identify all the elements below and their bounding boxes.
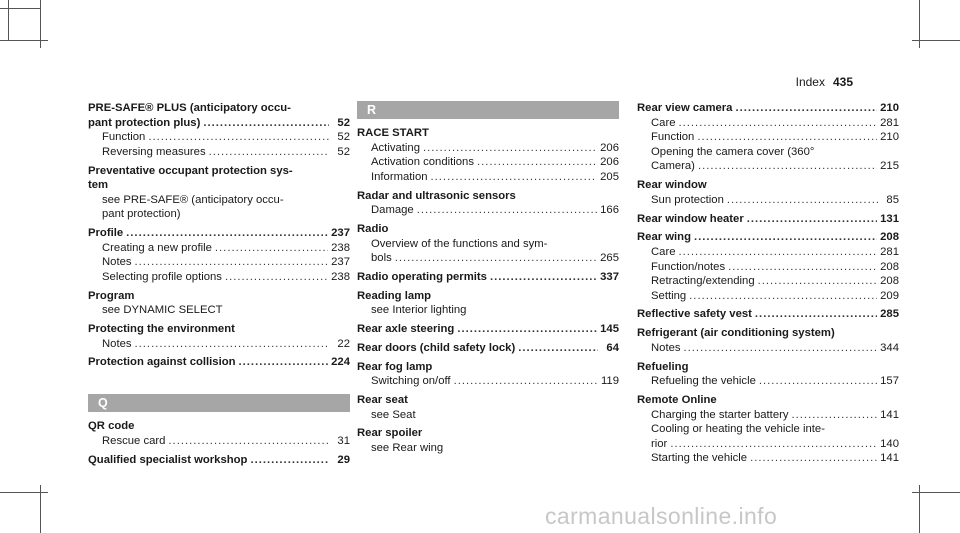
page-reference[interactable]: 157: [880, 375, 899, 388]
index-heading: [637, 393, 899, 408]
entry-text: Charging the starter battery: [651, 408, 789, 421]
page-reference[interactable]: 145: [600, 323, 619, 336]
page-reference[interactable]: 52: [337, 145, 350, 158]
page-reference[interactable]: 141: [880, 408, 899, 421]
entry-text: Rear fog lamp: [357, 360, 433, 373]
entry-text: Reversing measures: [102, 145, 206, 158]
leader-dots: [727, 193, 878, 208]
index-entry: [88, 226, 350, 284]
page-reference[interactable]: 281: [880, 116, 899, 129]
leader-dots: [684, 341, 878, 356]
index-heading: [88, 178, 350, 193]
leader-dots: [239, 355, 329, 370]
index-subentry: [357, 303, 619, 318]
index-subentry[interactable]: [88, 130, 350, 145]
entry-text: Opening the camera cover (360°: [651, 145, 815, 158]
page-reference[interactable]: 206: [600, 156, 619, 169]
index-heading: [637, 360, 899, 375]
leader-dots: [750, 451, 877, 466]
index-entry: [637, 307, 899, 322]
index-entry: [88, 419, 350, 448]
page-reference[interactable]: 64: [606, 341, 619, 354]
entry-text: Qualified specialist workshop: [88, 453, 248, 466]
index-heading[interactable]: [357, 322, 619, 337]
leader-dots: [670, 437, 877, 452]
index-heading[interactable]: [637, 212, 899, 227]
entry-text: Preventative occupant protection sys-: [88, 164, 293, 177]
leader-dots: [490, 270, 597, 285]
entry-text: RACE START: [357, 127, 429, 139]
leader-dots: [203, 116, 329, 131]
entry-text: Retracting/extending: [651, 275, 755, 288]
index-subentry[interactable]: [357, 203, 619, 218]
leader-dots: [792, 408, 878, 423]
leader-dots: [423, 141, 597, 156]
index-subentry[interactable]: [357, 251, 619, 266]
leader-dots: [679, 116, 878, 131]
page-reference[interactable]: 281: [880, 245, 899, 258]
entry-text: Care: [651, 245, 676, 258]
index-entry: [637, 360, 899, 389]
page-reference[interactable]: 210: [880, 131, 899, 144]
leader-dots: [395, 251, 597, 266]
page-reference[interactable]: 209: [880, 289, 899, 302]
leader-dots: [126, 226, 328, 241]
page-reference[interactable]: 238: [331, 241, 350, 254]
entry-text: Rear doors (child safety lock): [357, 341, 516, 354]
leader-dots: [698, 159, 877, 174]
index-entry: [357, 322, 619, 337]
index-subentry: [88, 193, 350, 208]
index-heading: [88, 419, 350, 434]
page-reference[interactable]: 140: [880, 437, 899, 450]
page-reference[interactable]: 52: [337, 131, 350, 144]
entry-text: Refrigerant (air conditioning system): [637, 327, 835, 340]
entry-text: see Rear wing: [371, 441, 444, 454]
section-title: Index: [795, 75, 825, 89]
index-heading: [88, 101, 350, 116]
index-heading: [637, 326, 899, 341]
entry-text: Refueling: [637, 360, 689, 373]
entry-text: Notes: [651, 341, 681, 354]
index-subentry: [637, 145, 899, 160]
letter-heading: Q: [88, 394, 350, 412]
entry-text: PRE-SAFE® PLUS (anticipatory occu-: [88, 102, 291, 114]
page-reference[interactable]: 285: [880, 308, 899, 321]
index-subentry[interactable]: [357, 141, 619, 156]
entry-text: Protecting the environment: [88, 323, 235, 336]
leader-dots: [417, 203, 597, 218]
index-heading: [357, 289, 619, 304]
entry-text: Protection against collision: [88, 356, 236, 369]
page-reference[interactable]: 22: [337, 337, 350, 350]
index-heading: [88, 322, 350, 337]
entry-text: Damage: [371, 204, 414, 217]
index-heading: [88, 164, 350, 179]
crop-mark-tl-h: [0, 40, 48, 41]
entry-text: Starting the vehicle: [651, 452, 748, 465]
leader-dots: [250, 453, 329, 468]
entry-text: see PRE-SAFE® (anticipatory occu-: [102, 193, 284, 206]
index-subentry[interactable]: [637, 116, 899, 131]
page-reference[interactable]: 52: [337, 116, 350, 129]
index-heading[interactable]: [88, 453, 350, 468]
entry-text: pant protection plus): [88, 116, 201, 129]
index-entry: [357, 222, 619, 266]
index-subentry[interactable]: [637, 159, 899, 174]
index-entry: [637, 212, 899, 227]
index-entry: [637, 178, 899, 207]
index-entry: [637, 393, 899, 466]
crop-mark-bl-h: [0, 492, 48, 493]
spacer: [88, 374, 350, 394]
leader-dots: [747, 212, 877, 227]
index-heading[interactable]: [88, 226, 350, 241]
page-number: 435: [832, 75, 853, 89]
index-column-3: [637, 101, 899, 470]
entry-text: Sun protection: [651, 193, 724, 206]
page-reference[interactable]: 265: [600, 252, 619, 265]
index-column-1: [88, 101, 350, 471]
entry-text: Function: [102, 131, 146, 144]
index-subentry[interactable]: [637, 130, 899, 145]
index-subentry[interactable]: [637, 193, 899, 208]
index-subentry: [88, 207, 350, 222]
page-reference[interactable]: 215: [880, 160, 899, 173]
entry-text: Activating: [371, 141, 420, 154]
index-entry: [357, 189, 619, 218]
entry-text: Notes: [102, 256, 132, 269]
page-reference[interactable]: 224: [331, 356, 350, 369]
entry-text: QR code: [88, 420, 135, 433]
leader-dots: [431, 170, 598, 185]
entry-text: Camera): [651, 160, 695, 173]
index-entry: [357, 360, 619, 389]
page-reference[interactable]: 208: [880, 275, 899, 288]
leader-dots: [135, 337, 329, 352]
index-subentry[interactable]: [637, 408, 899, 423]
index-entry: [357, 126, 619, 184]
leader-dots: [225, 270, 328, 285]
index-subentry[interactable]: [637, 289, 899, 304]
page-reference[interactable]: 208: [880, 260, 899, 273]
index-subentry[interactable]: [88, 434, 350, 449]
index-subentry[interactable]: [637, 260, 899, 275]
index-entry: [357, 289, 619, 318]
index-heading[interactable]: [88, 116, 350, 131]
index-subentry[interactable]: [88, 145, 350, 160]
index-subentry: [357, 408, 619, 423]
entry-text: Reading lamp: [357, 289, 432, 302]
index-entry: [637, 326, 899, 355]
page-reference[interactable]: 337: [600, 270, 619, 283]
leader-dots: [215, 241, 328, 256]
index-subentry: [88, 303, 350, 318]
entry-text: Activation conditions: [371, 156, 474, 169]
page-reference[interactable]: 29: [337, 453, 350, 466]
index-entry: [88, 101, 350, 159]
index-subentry: [637, 422, 899, 437]
index-entry: [88, 355, 350, 370]
index-heading[interactable]: [637, 230, 899, 245]
index-subentry[interactable]: [637, 374, 899, 389]
entry-text: Overview of the functions and sym-: [371, 237, 548, 250]
leader-dots: [759, 374, 877, 389]
entry-text: Rear axle steering: [357, 323, 455, 336]
entry-text: Creating a new profile: [102, 241, 212, 254]
page-header: [796, 75, 853, 89]
leader-dots: [755, 307, 877, 322]
leader-dots: [694, 230, 877, 245]
entry-text: see DYNAMIC SELECT: [102, 304, 223, 317]
index-heading: [357, 222, 619, 237]
index-entry: [88, 164, 350, 222]
index-subentry[interactable]: [637, 274, 899, 289]
entry-text: Radar and ultrasonic sensors: [357, 189, 516, 202]
leader-dots: [697, 130, 877, 145]
index-heading[interactable]: [637, 101, 899, 116]
index-subentry: [357, 237, 619, 252]
entry-text: rior: [651, 437, 668, 450]
entry-text: Rear window heater: [637, 212, 744, 225]
entry-text: see Seat: [371, 408, 416, 421]
leader-dots: [735, 101, 877, 116]
index-subentry[interactable]: [357, 374, 619, 389]
index-subentry[interactable]: [88, 241, 350, 256]
entry-text: Rear seat: [357, 394, 408, 406]
entry-text: Refueling the vehicle: [651, 375, 756, 388]
index-subentry[interactable]: [637, 451, 899, 466]
index-heading: [357, 426, 619, 441]
entry-text: Notes: [102, 337, 132, 350]
page-reference[interactable]: 208: [880, 231, 899, 244]
index-heading: [357, 126, 619, 141]
index-subentry[interactable]: [637, 437, 899, 452]
page-reference[interactable]: 206: [600, 141, 619, 154]
index-entry: [88, 453, 350, 468]
index-subentry: [357, 441, 619, 456]
index-heading: [357, 189, 619, 204]
leader-dots: [728, 260, 877, 275]
entry-text: Function/notes: [651, 260, 726, 273]
leader-dots: [168, 434, 329, 449]
entry-text: Profile: [88, 227, 124, 240]
index-entry: [357, 426, 619, 455]
leader-dots: [518, 341, 598, 356]
entry-text: Rear spoiler: [357, 427, 423, 440]
index-column-2: [357, 101, 619, 460]
entry-text: Switching on/off: [371, 375, 451, 388]
entry-text: Radio operating permits: [357, 270, 487, 283]
leader-dots: [689, 289, 877, 304]
index-entry: [637, 230, 899, 303]
index-heading[interactable]: [88, 355, 350, 370]
page-reference[interactable]: 344: [880, 341, 899, 354]
entry-text: Program: [88, 289, 135, 302]
index-heading: [637, 178, 899, 193]
entry-text: Function: [651, 131, 695, 144]
page-reference[interactable]: 31: [337, 434, 350, 447]
index-subentry[interactable]: [357, 170, 619, 185]
page-reference[interactable]: 205: [600, 170, 619, 183]
page-reference[interactable]: 166: [600, 204, 619, 217]
index-heading: [357, 393, 619, 408]
leader-dots: [209, 145, 329, 160]
index-heading: [88, 289, 350, 304]
entry-text: pant protection): [102, 208, 181, 221]
crop-mark-tl-v2: [8, 0, 9, 40]
index-subentry[interactable]: [88, 337, 350, 352]
index-subentry[interactable]: [357, 155, 619, 170]
page-reference[interactable]: 237: [331, 256, 350, 269]
entry-text: Information: [371, 170, 428, 183]
entry-text: Care: [651, 116, 676, 129]
index-heading: [357, 360, 619, 375]
index-heading[interactable]: [357, 341, 619, 356]
index-entry: [637, 101, 899, 174]
leader-dots: [477, 155, 597, 170]
index-entry: [88, 322, 350, 351]
entry-text: Remote Online: [637, 394, 717, 406]
page-reference[interactable]: 237: [331, 227, 350, 240]
entry-text: Setting: [651, 289, 687, 302]
entry-text: Rear window: [637, 179, 707, 192]
entry-text: Rescue card: [102, 434, 166, 447]
entry-text: Rear view camera: [637, 102, 733, 114]
leader-dots: [758, 274, 878, 289]
entry-text: Reflective safety vest: [637, 308, 752, 321]
entry-text: bols: [371, 252, 392, 265]
leader-dots: [454, 374, 598, 389]
entry-text: Selecting profile options: [102, 270, 222, 283]
watermark: carmanualsonline.info: [545, 503, 778, 529]
crop-mark-tr-h: [912, 40, 960, 41]
index-heading[interactable]: [637, 307, 899, 322]
index-entry: [357, 393, 619, 422]
index-entry: [357, 270, 619, 285]
crop-mark-br-h: [912, 492, 960, 493]
leader-dots: [148, 130, 329, 145]
index-entry: [88, 289, 350, 318]
index-subentry[interactable]: [637, 341, 899, 356]
page-reference[interactable]: 119: [600, 375, 619, 388]
index-subentry[interactable]: [637, 245, 899, 260]
crop-mark-tl-h2: [0, 8, 40, 9]
page-reference[interactable]: 238: [331, 270, 350, 283]
leader-dots: [679, 245, 878, 260]
page-reference[interactable]: 141: [880, 452, 899, 465]
entry-text: Radio: [357, 222, 389, 235]
entry-text: tem: [88, 179, 109, 192]
leader-dots: [135, 255, 329, 270]
page-reference[interactable]: 85: [886, 193, 899, 206]
letter-heading: R: [357, 101, 619, 119]
page-reference[interactable]: 131: [880, 212, 899, 225]
page-reference[interactable]: 210: [880, 102, 899, 114]
entry-text: Rear wing: [637, 231, 691, 244]
entry-text: see Interior lighting: [371, 304, 467, 317]
index-subentry[interactable]: [88, 270, 350, 285]
index-entry: [357, 341, 619, 356]
index-subentry[interactable]: [88, 255, 350, 270]
index-heading[interactable]: [357, 270, 619, 285]
entry-text: Cooling or heating the vehicle inte-: [651, 423, 825, 436]
leader-dots: [457, 322, 597, 337]
